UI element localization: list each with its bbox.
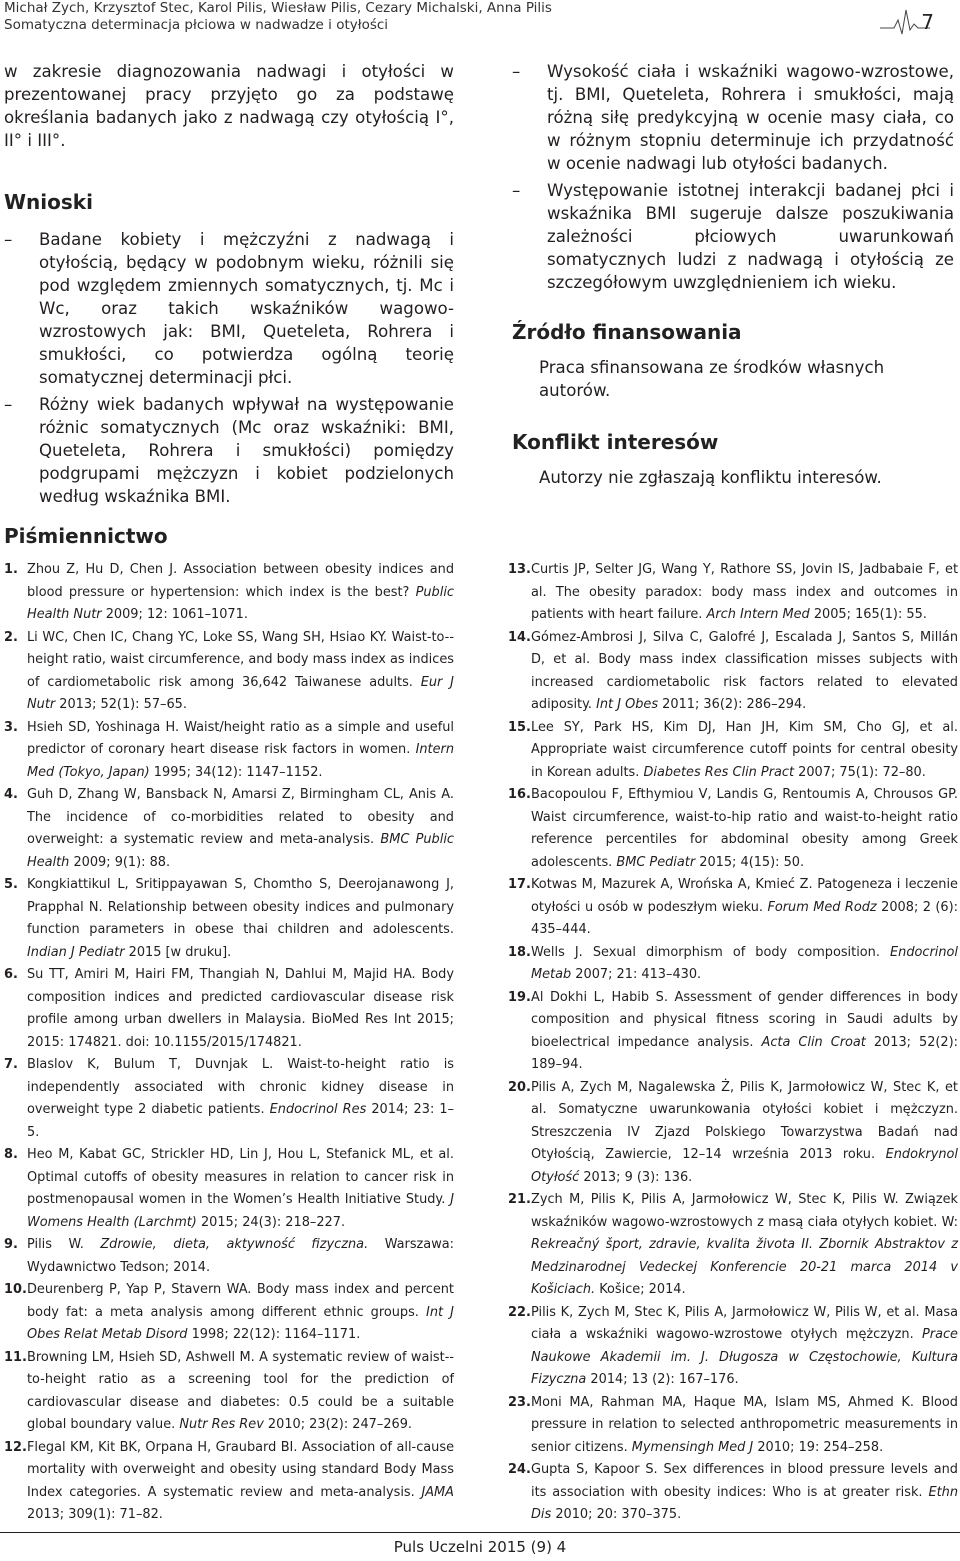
reference-text: Bacopoulou F, Efthymiou V, Landis G, Rentoumis A, Chrousos GP. Waist circumference, waist-to-hip ratio and waist-to-height ratio reference percentiles for abdominal obesity among Greek adolescents. (531, 787, 958, 870)
funding-text: Praca sfinansowana ze środków własnych autorów. (539, 358, 885, 400)
reference-text: Al Dokhi L, Habib S. Assessment of gender differences in body composition and physical fitness scoring in Saudi adults by bioelectrical impedance analysis. (531, 989, 958, 1050)
reference-text: Moni MA, Rahman MA, Haque MA, Islam MS, Ahmed K. Blood pressure in relation to selected anthropometric measurements in senior citizens. (531, 1394, 958, 1455)
reference-text: 2015; 4(15): 50. (695, 854, 805, 870)
reference-text: Heo M, Kabat GC, Strickler HD, Lin J, Hou L, Stefanick ML, et al. Optimal cutoffs of obesity measures in relation to cancer risk in postmenopausal women in the Women’s Health Initiative Study. (27, 1147, 454, 1207)
reference-item (4, 559, 454, 627)
reference-item (508, 1302, 958, 1392)
reference-number: 17. (508, 877, 531, 892)
reference-text: 2009; 9(1): 88. (69, 854, 171, 870)
reference-journal: Endokrynol Otyłość (531, 1147, 958, 1185)
reference-text: 2010; 19: 254–258. (753, 1439, 884, 1455)
reference-item (4, 717, 454, 785)
reference-item (508, 784, 958, 874)
reference-journal: Diabetes Res Clin Pract (643, 764, 795, 780)
reference-item (508, 1392, 958, 1460)
reference-journal: JAMA (421, 1484, 454, 1500)
reference-text: 1995; 34(12): 1147–1152. (149, 764, 323, 780)
reference-text: Deurenberg P, Yap P, Stavern WA. Body mass index and percent body fat: a meta analysis among different ethnic groups. (27, 1282, 454, 1320)
reference-number: 6. (4, 967, 18, 982)
reference-journal: Endocrinol Metab (531, 944, 958, 982)
intro-paragraph: w zakresie diagnozowania nadwagi i otyłości w prezentowanej pracy przyjęto go za podstawę określania badanych jako z nadwagą czy otyłością I°, II° i III°. (4, 62, 454, 150)
reference-text: Pilis K, Zych M, Stec K, Pilis A, Jarmołowicz W, Pilis W, et al. Masa ciała a wskaźniki wagowo-wzrostowe otyłych mężczyzn. (531, 1304, 958, 1342)
conclusion-item: – Różny wiek badanych wpływał na występowanie różnic somatycznych (Mc oraz wskaźniki: BMI, Queteleta, Rohrera i smukłości) pomiędzy podgrupami mężczyzn i kobiet podzielonych według wskaźnika BMI. (4, 395, 454, 506)
conclusion-item: – Występowanie istotnej interakcji badanej płci i wskaźnika BMI sugeruje dalsze poszukiwania zależności płciowych uwarunkowań somatycznych ludzi z nadwagą i otyłością ze szczegółowym uwzględnieniem ich wieku. (512, 181, 954, 292)
reference-text: Wells J. Sexual dimorphism of body composition. (531, 944, 890, 960)
reference-number: 14. (508, 629, 531, 645)
reference-text: Guh D, Zhang W, Bansback N, Amarsi Z, Birmingham CL, Anis A. The incidence of co-morbidities related to obesity and overweight: a systematic review and meta-analysis. (27, 787, 454, 847)
reference-item (4, 1054, 454, 1144)
reference-journal: Acta Clin Croat (761, 1034, 866, 1050)
reference-number: 8. (4, 1147, 18, 1162)
references-heading: Piśmiennictwo (4, 524, 168, 548)
reference-number: 9. (4, 1237, 18, 1252)
reference-text: Pilis A, Zych M, Nagalewska Ż, Pilis K, Jarmołowicz W, Stec K, et al. Somatyczne uwarunkowania otyłości kobiet i mężczyzn. Streszczenia IV Zjazd Polskiego Towarzystwa Badań nad Otyłością, Zawiercie, 12–14 września 2013 roku. (531, 1079, 958, 1162)
funding-heading: Źródło finansowania (512, 320, 742, 344)
reference-item (508, 942, 958, 987)
conclusion-item: – Wysokość ciała i wskaźniki wagowo-wzrostowe, tj. BMI, Queteleta, Rohrera i smukłości, mają różną siłę predykcyjną w ocenie masy ciała, co w różnym stopniu determinuje ich przydatność w ocenie nadwagi lub otyłości badanych. (512, 62, 954, 173)
reference-text: 2013; 9 (3): 136. (579, 1169, 693, 1185)
reference-number: 11. (4, 1349, 27, 1365)
reference-text: Su TT, Amiri M, Hairi FM, Thangiah N, Dahlui M, Majid HA. Body composition indices and predicted cardiovascular disease risk profile among urban dwellers in Malaysia. BioMed Res Int 2015; 2015: 174821. doi: 10.1155/2015/174821. (27, 967, 454, 1050)
reference-item (4, 1144, 454, 1234)
reference-item (4, 874, 454, 964)
reference-number: 19. (508, 989, 531, 1005)
footer-divider (0, 1532, 960, 1533)
reference-item (508, 987, 958, 1077)
reference-journal: Nutr Res Rev (179, 1417, 264, 1432)
reference-item (4, 1347, 454, 1437)
header-title: Somatyczna determinacja płciowa w nadwadze i otyłości (4, 17, 389, 33)
reference-text: 2007; 21: 413–430. (571, 967, 702, 982)
reference-text: 2013; 52(2): 189–94. (531, 1034, 958, 1072)
reference-number: 5. (4, 877, 18, 892)
reference-text: 2009; 12: 1061–1071. (101, 607, 248, 622)
reference-text: 2014; 13 (2): 167–176. (586, 1372, 739, 1387)
reference-text: Gupta S, Kapoor S. Sex differences in blood pressure levels and its association with obesity indices: Who is at greater risk. (531, 1462, 958, 1500)
reference-text: 2010; 23(2): 247–269. (263, 1417, 413, 1432)
reference-number: 13. (508, 562, 531, 577)
reference-journal: Indian J Pediatr (27, 944, 125, 960)
reference-journal: Zdrowie, dieta, aktywność fizyczna. (100, 1237, 369, 1252)
reference-text: Li WC, Chen IC, Chang YC, Loke SS, Wang SH, Hsiao KY. Waist-to--height ratio, waist circumference, and body mass index as indices of cardiometabolic risk among 36,642 Taiwanese adults. (27, 629, 454, 690)
reference-journal: Prace Naukowe Akademii im. J. Długosza w Częstochowie, Kultura Fizyczna (531, 1327, 958, 1387)
reference-text: 2015 [w druku]. (124, 944, 232, 960)
reference-number: 23. (508, 1394, 531, 1410)
reference-text: Pilis W. (27, 1237, 101, 1252)
reference-number: 24. (508, 1462, 531, 1477)
reference-item (508, 1189, 958, 1302)
reference-text: Košice; 2014. (595, 1282, 686, 1297)
reference-journal: Arch Intern Med (706, 607, 810, 622)
reference-number: 7. (4, 1057, 18, 1072)
reference-text: Kotwas M, Mazurek A, Wrońska A, Kmieć Z. Patogeneza i leczenie otyłości u osób w podeszłym wieku. (531, 877, 958, 915)
conflict-heading: Konflikt interesów (512, 430, 719, 454)
reference-item (508, 874, 958, 942)
references-list-right (508, 559, 958, 1527)
reference-text: 2011; 36(2): 286–294. (658, 697, 807, 712)
reference-number: 18. (508, 944, 531, 960)
reference-journal: BMC Public Health (27, 832, 454, 870)
reference-number: 20. (508, 1079, 531, 1095)
left-column (4, 60, 454, 512)
page-number: 7 (921, 10, 934, 34)
conflict-text: Autorzy nie zgłaszają konfliktu interesów. (539, 468, 882, 487)
reference-item (508, 1459, 958, 1527)
reference-text: 2013; 52(1): 57–65. (55, 697, 187, 712)
reference-number: 1. (4, 562, 18, 577)
reference-text: Gómez-Ambrosi J, Silva C, Galofré J, Escalada J, Santos S, Millán D, et al. Body mass index classification misses subjects with increased cardiometabolic risk factors related to elevated adiposity. (531, 629, 958, 712)
reference-text: Hsieh SD, Yoshinaga H. Waist/height ratio as a simple and useful predictor of coronary heart disease risk factors in women. (27, 719, 454, 757)
reference-text: 2005; 165(1): 55. (809, 607, 927, 622)
reference-journal: J Womens Health (Larchmt) (27, 1192, 454, 1230)
reference-number: 22. (508, 1304, 531, 1320)
reference-text: 2008; 2 (6): 435–444. (531, 899, 958, 937)
references-list-left (4, 559, 454, 1527)
reference-text: Zhou Z, Hu D, Chen J. Association between obesity indices and blood pressure or hypertension: which index is the best? (27, 562, 454, 600)
reference-text: 1998; 22(12): 1164–1171. (187, 1327, 361, 1342)
reference-text: 2010; 20: 370–375. (551, 1507, 682, 1522)
reference-text: Warszawa: Wydawnictwo Tedson; 2014. (27, 1237, 454, 1275)
reference-journal: Mymensingh Med J (631, 1439, 754, 1455)
reference-item (4, 1234, 454, 1279)
reference-number: 21. (508, 1192, 531, 1207)
conclusions-heading: Wnioski (4, 190, 93, 214)
reference-number: 10. (4, 1282, 27, 1297)
reference-journal: Endocrinol Res (269, 1102, 367, 1117)
reference-item (4, 627, 454, 717)
reference-item (508, 559, 958, 627)
reference-text: 2015; 24(3): 218–227. (196, 1214, 346, 1230)
reference-text: Curtis JP, Selter JG, Wang Y, Rathore SS, Jovin IS, Jadbabaie F, et al. The obesity paradox: body mass index and outcomes in patients with heart failure. (531, 562, 958, 622)
reference-number: 4. (4, 787, 18, 802)
reference-journal: Int J Obes Relat Metab Disord (27, 1304, 454, 1342)
reference-item (4, 784, 454, 874)
reference-item (508, 1077, 958, 1190)
reference-number: 12. (4, 1439, 27, 1455)
reference-item (4, 964, 454, 1054)
reference-item (4, 1437, 454, 1527)
running-header (4, 0, 604, 34)
reference-text: Kongkiattikul L, Sritippayawan S, Chomtho S, Deerojanawong J, Prapphal N. Relationship between obesity indices and pulmonary function parameters in obese thai children and adolescents. (27, 877, 454, 937)
reference-journal: Forum Med Rodz (767, 899, 877, 915)
reference-journal: Eur J Nutr (27, 674, 454, 712)
footer-issue: Puls Uczelni 2015 (9) 4 (393, 1538, 567, 1556)
reference-journal: Intern Med (Tokyo, Japan) (27, 742, 454, 780)
reference-text: Lee SY, Park HS, Kim DJ, Han JH, Kim SM, Cho GJ, et al. Appropriate waist circumference cutoff points for central obesity in Korean adults. (531, 719, 958, 780)
conclusion-item: – Badane kobiety i mężczyźni z nadwagą i otyłością, będący w podobnym wieku, różnili się pod względem zmiennych somatycznych, tj. Mc i Wc, oraz takich wskaźników wagowo-wzrostowych jak: BMI, Queteleta, Rohrera i smukłości, co potwierdza ogólną teorię somatycznej determinacji płci. (4, 230, 454, 387)
reference-text: Browning LM, Hsieh SD, Ashwell M. A systematic review of waist--to-height ratio as a screening tool for the prediction of cardiovascular disease and diabetes: 0.5 could be a suitable global boundary value. (27, 1349, 454, 1432)
reference-text: Flegal KM, Kit BK, Orpana H, Graubard BI. Association of all-cause mortality with overweight and obesity using standard Body Mass Index categories. A systematic review and meta-analysis. (27, 1439, 454, 1500)
reference-journal: Rekreačný šport, zdravie, kvalita života II. Zbornik Abstraktov z Medzinarodnej Vedeckej Konferencie 20-21 marca 2014 v Košiciach. (531, 1237, 958, 1297)
right-column (512, 60, 954, 489)
reference-item (4, 1279, 454, 1347)
reference-text: Zych M, Pilis K, Pilis A, Jarmołowicz W, Stec K, Pilis W. Związek wskaźników wagowo-wzrostowych z masą ciała otyłych kobiet. W: (531, 1192, 958, 1230)
reference-number: 15. (508, 719, 531, 735)
reference-journal: BMC Pediatr (616, 854, 696, 870)
reference-number: 3. (4, 719, 18, 735)
reference-text: 2013; 309(1): 71–82. (27, 1507, 163, 1522)
reference-number: 2. (4, 629, 18, 645)
reference-item (508, 627, 958, 717)
header-authors: Michał Zych, Krzysztof Stec, Karol Pilis, Wiesław Pilis, Cezary Michalski, Anna Pilis (4, 0, 552, 16)
reference-text: Blaslov K, Bulum T, Duvnjak L. Waist-to-height ratio is independently associated with chronic kidney disease in overweight type 2 diabetic patients. (27, 1057, 454, 1117)
reference-item (508, 717, 958, 785)
reference-journal: Public Health Nutr (27, 584, 454, 622)
reference-journal: Ethn Dis (531, 1484, 958, 1522)
reference-text: 2014; 23: 1–5. (27, 1102, 454, 1140)
reference-text: 2007; 75(1): 72–80. (794, 764, 926, 780)
reference-number: 16. (508, 787, 531, 802)
reference-journal: Int J Obes (596, 697, 659, 712)
